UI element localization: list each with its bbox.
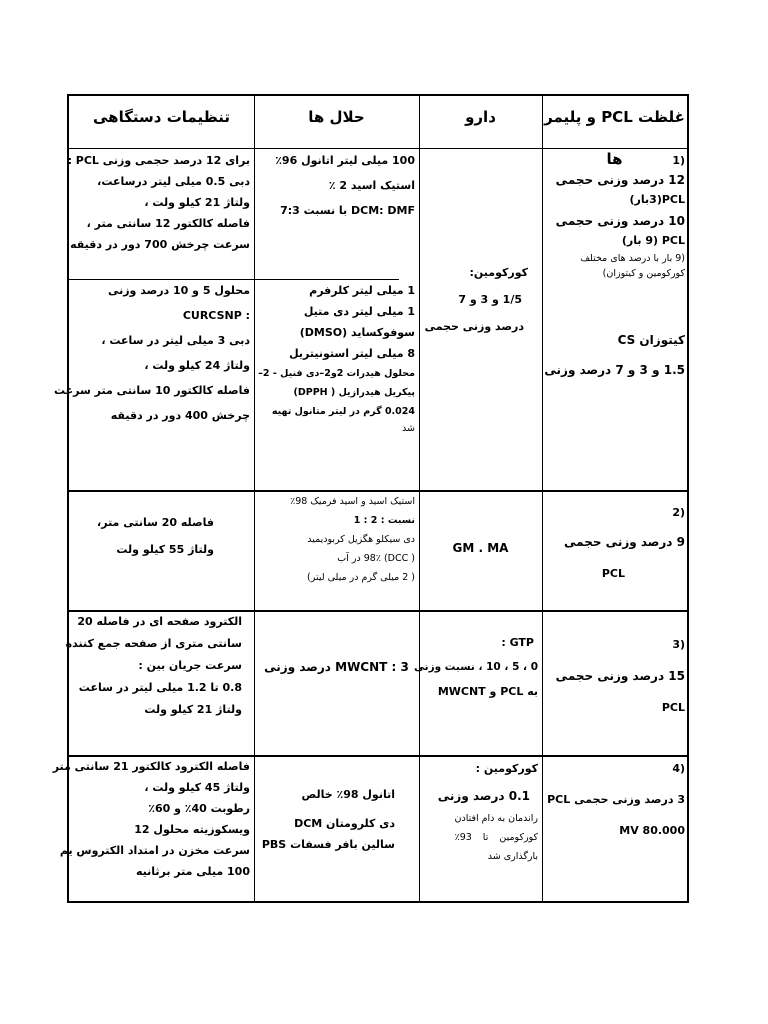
setting-line: سرعت جریان بین : [138,659,242,672]
setting-line: : CURCSNP [182,309,250,322]
col-divider [254,96,255,901]
setting-line: محلول 5 و 10 درصد وزنی [107,284,250,297]
row4-solvents-cell [258,788,415,851]
header-divider [69,148,687,149]
pcl-line: PCL(3بار) [629,193,685,206]
header-settings: تنظیمات دستگاهی [93,108,230,126]
solvent-line: دی سیکلو هگزیل کربودیمید [307,534,415,545]
pcl-line: 1.5 و 3 و 7 درصد وزنی [544,363,685,377]
solvent-line: شد [402,423,415,434]
row-number: (3 [672,638,685,651]
pcl-line: 3 درصد وزنی حجمی PCL [547,793,685,806]
solvent-line: اتانول 98٪ خالص [301,788,395,801]
drug-line: GTP : [501,636,534,649]
setting-line: فاصله کالکتور 10 سانتی متر سرعت [53,384,250,397]
row3-drug-cell [414,636,538,698]
setting-line: الکترود صفحه ای در فاصله 20 [77,615,242,628]
solvent-line: استیک اسید و اسید فرمیک 98٪ [290,496,415,507]
setting-line: سانتی متری از صفحه جمع کننده [65,637,242,650]
solvent-line: دی کلرومتان DCM [294,817,395,830]
setting-line: فاصله الکترود کالکتور 21 سانتی متر [52,760,250,773]
drug-line: کورکومین : [475,762,538,775]
solvent-line: استیک اسید 2 ٪ [328,179,415,192]
col-divider [542,96,543,901]
pcl-line: MV 80.000 [619,824,685,837]
col-divider [419,96,420,901]
drug-line: بارگذاری شد [487,851,538,862]
drug-line: کورکومین تا 93٪ [454,832,538,843]
row1-drug-cell [423,266,538,333]
solvent-line: 1 میلی لیتر کلرفرم [309,284,415,297]
setting-line: سرعت چرخش 700 دور در دقیقه [70,238,250,251]
pcl-line: 12 درصد وزنی حجمی [555,173,685,187]
row1-settings-b-cell [53,284,250,422]
comparison-table [52,94,689,903]
solvent-line: DCM: DMF با نسبت 7:3 [280,204,415,217]
row1-solvents-b-cell [258,284,415,434]
pcl-line: 10 درصد وزنی حجمی [555,214,685,228]
header-solvents: حلال ها [308,108,365,126]
row-number: (1 [672,154,685,167]
row2-drug-cell: GM . MA [452,541,509,555]
row-divider [69,490,687,492]
subrow-divider [69,279,399,280]
solvent-line: 100 میلی لیتر اتانول 96٪ [275,154,415,167]
solvent-line: ( 2 میلی گرم در میلی لیتر) [307,572,415,583]
setting-line: فاصله کالکتور 12 سانتی متر ، [86,217,250,230]
setting-line: ویسکوزیته محلول 12 [134,823,250,836]
row3-pcl-cell [546,638,685,714]
drug-line: 0 ، 5 ، 10 ، نسبت وزنی [414,661,538,673]
setting-line: ولتاژ 24 کیلو ولت ، [144,359,250,372]
drug-line: به PCL و MWCNT [437,685,538,698]
drug-line: راندمان به دام افتادن [454,813,538,824]
setting-line: چرخش 400 دور در دقیقه [110,409,250,422]
setting-line: 100 میلی متر برثانیه [135,865,250,878]
setting-line: رطوبت 40٪ و 60٪ [148,802,250,815]
drug-line: 1/5 و 3 و 7 [458,293,522,306]
row-divider [69,755,687,757]
solvent-line: 1 میلی لیتر دی متیل [303,305,415,318]
setting-line: ولتاژ 45 کیلو ولت ، [144,781,250,794]
row3-settings-cell [65,615,250,716]
pcl-line: 15 درصد وزنی حجمی [555,669,685,683]
header-drug: دارو [465,108,496,126]
solvent-line: سالین بافر فسفات PBS [261,838,395,851]
pcl-line: PCL (9 بار) [621,234,685,247]
setting-line: دبی 0.5 میلی لیتر درساعت، [97,175,250,188]
setting-line: سرعت مخزن در امتداد الکتروس یم [59,844,250,857]
pcl-line: PCL [661,701,685,714]
setting-line: 0.8 تا 1.2 میلی لیتر در ساعت [78,681,242,694]
row2-settings-cell [73,516,250,556]
setting-line: ولتاژ 21 کیلو ولت ، [144,196,250,209]
row1-solvents-a-cell [258,154,415,217]
solvent-line: 8 میلی لیتر استونیتریل [289,347,415,360]
solvent-line: ( DCC) 98٪ در آب [337,553,415,564]
row2-pcl-cell [546,506,685,580]
row-number: (2 [672,506,685,519]
drug-line: کورکومین: [469,266,528,279]
solvent-line: نسبت : 2 : 1 [353,515,415,526]
pcl-note: (9 بار با درصد های مختلف [580,253,685,264]
row-divider [69,610,687,612]
solvent-line: محلول هیدرات 2و2–دی فنیل - 2– [258,368,415,379]
pcl-line: PCL [601,567,625,580]
header-pcl: غلظت PCL و پلیمر ها [544,108,685,168]
row4-pcl-cell [546,762,685,837]
row2-solvents-cell [258,496,415,583]
drug-line: 0.1 درصد وزنی [437,789,530,803]
setting-line: ولتاژ 21 کیلو ولت [144,703,242,716]
setting-line: ولتاژ 55 کیلو ولت [116,543,214,556]
setting-line: فاصله 20 سانتی متر، [97,516,214,529]
setting-line: دبی 3 میلی لیتر در ساعت ، [101,334,250,347]
solvent-line: 0.024 گرم در لیتر متانول تهیه [271,406,415,417]
solvent-line: سوفوکساید (DMSO) [299,326,415,339]
solvent-line: پیکریل هیدرازیل ( DPPH) [293,387,415,398]
setting-line: برای 12 درصد حجمی وزنی PCL : [67,154,250,167]
row1-settings-a-cell [67,154,250,251]
row3-solvents-cell: MWCNT : 3 درصد وزنی [264,660,409,674]
row-number: (4 [672,762,685,775]
row4-drug-cell [423,762,538,862]
row4-settings-cell [52,760,250,878]
pcl-line: کیتوزان CS [617,333,685,347]
pcl-line: 9 درصد وزنی حجمی [564,535,685,549]
pcl-note: کورکومین و کیتوزان) [602,268,685,279]
drug-line: درصد وزنی حجمی [424,320,524,333]
row1-pcl-cell [546,152,685,377]
